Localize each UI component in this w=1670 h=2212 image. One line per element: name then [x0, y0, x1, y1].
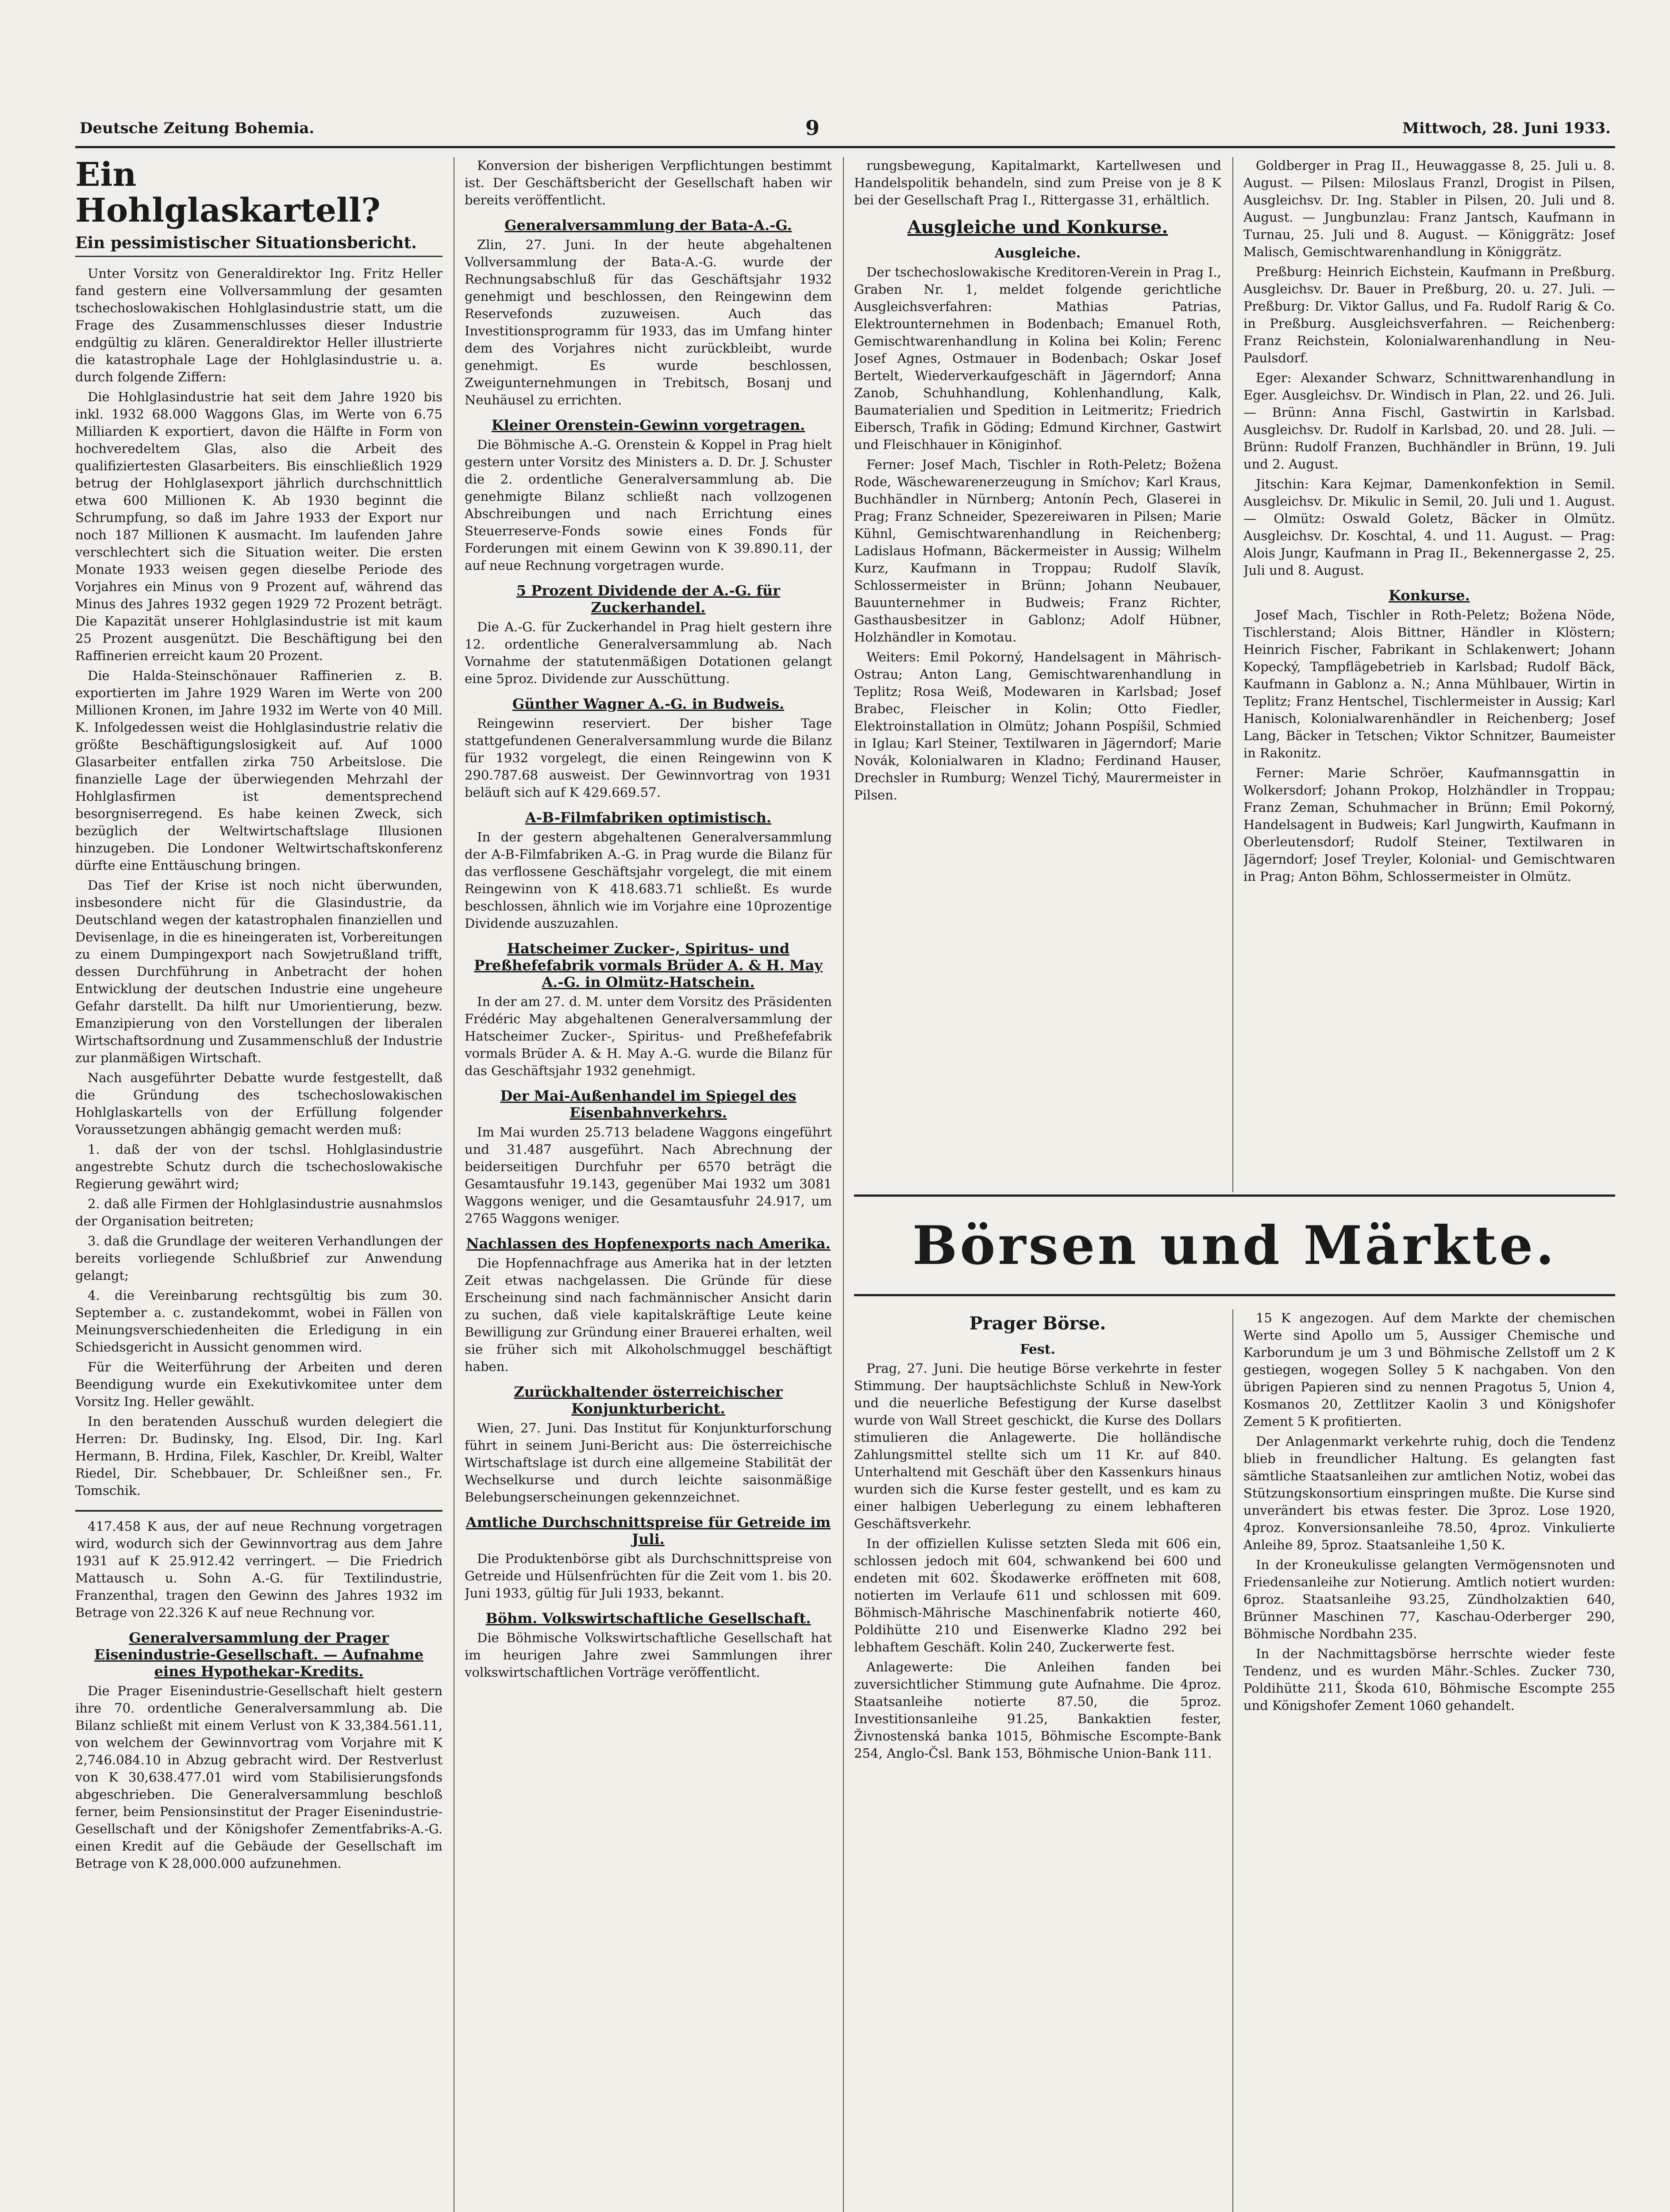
paragraph: Wien, 27. Juni. Das Institut für Konjunkturforschung führt in seinem Juni-Bericht aus: Die österreichische Wirtschaftslage ist durch eine allgemeine Stabilität der Wechselkurse und durch leichte saisonmäßige Belebungserscheinungen gekennzeichnet. — [465, 1421, 832, 1505]
section-divider — [75, 1510, 443, 1512]
issue-date: Mittwoch, 28. Juni 1933. — [1402, 119, 1611, 137]
paragraph: Die Böhmische Volkswirtschaftliche Gesellschaft hat im heurigen Jahre zwei Sammlungen ihrer volkswirtschaftlichen Vorträge veröffentlicht. — [465, 1630, 832, 1680]
paragraph: In der gestern abgehaltenen Generalversammlung der A-B-Filmfabriken A.-G. in Prag wurde die Bilanz für das verflossene Geschäftsjahr vorgelegt, die mit einem Reingewinn von K 418.683.71 schließt. Es wurde beschlossen, ähnlich wie im Vorjahre eine 10prozentige Dividende auszuzahlen. — [465, 830, 832, 931]
paragraph: Im Mai wurden 25.713 beladene Waggons eingeführt und 31.487 ausgeführt. Nach Abrechnung der beiderseitigen Durchfuhr per 6570 beträgt die Gesamtausfuhr 19.143, gegenüber Mai 1932 um 3081 Waggons weniger, und die Gesamtausfuhr 24.917, um 2765 Waggons weniger. — [465, 1125, 832, 1226]
section-title: Hatscheimer Zucker-, Spiritus- und Preßhefefabrik vormals Brüder A. & H. May A.-G. in Olmütz-Hatschein. — [474, 940, 823, 991]
article-headline: Ein Hohlglaskartell? — [75, 157, 381, 230]
paragraph: Der tschechoslowakische Kreditoren-Verein in Prag I., Graben Nr. 1, meldet folgende gerichtliche Ausgleichsverfahren: Mathias Patrias, Elektrounternehmen in Bodenbach; Emanuel Roth, Gemischtwarenhandlung in Kolina bei Kolin; Ferenc Josef Agnes, Ostmauer in Bodenbach; Oskar Josef Bertelt, Wiederverkaufgeschäft in Jägerndorf; Anna Zanob, Schuhhandlung, Kohlenhandlung, Kalk, Baumaterialien und Spedition in Leitmeritz; Friedrich Eibersch, Trafik in Göding; Edmund Kirchner, Gastwirt und Fleischhauer in Königinhof. — [854, 265, 1221, 452]
column-3-lower — [854, 1310, 1221, 2212]
markets-banner — [854, 1194, 1615, 1296]
paragraph: Josef Mach, Tischler in Roth-Peletz; Božena Nöde, Tischlerstand; Alois Bittner, Händler in Klöstern; Heinrich Fischer, Fabrikant in Schlakenwert; Johann Kopecký, Tampflägebetrieb in Karlsbad; Rudolf Bäck, Kaufmann in Gablonz a. N.; Anna Mühlbauer, Wirtin in Teplitz; Franz Hentschel, Tischlermeister in Aussig; Karl Hanisch, Kolonialwarenhändler in Reichenberg; Josef Lang, Bäcker in Tetschen; Viktor Schnitzer, Baumeister in Rakonitz. — [1243, 607, 1615, 760]
paragraph: In der Nachmittagsbörse herrschte wieder feste Tendenz, und es wurden Mähr.-Schles. Zucker 730, Poldihütte 211, Škoda 610, Böhmische Escompte 255 und Königshofer Zement 1060 gehandelt. — [1243, 1646, 1615, 1713]
paragraph: In der offiziellen Kulisse setzten Sleda mit 606 ein, schlossen jedoch mit 604, schwankend bei 600 und endeten mit 602. Škodawerke eröffneten mit 608, notierten im Verlaufe 611 und schlossen mit 609. Böhmisch-Mährische Maschinenfabrik notierte 460, Poldihütte 210 und Eisenwerke Kladno 292 bei lebhaftem Geschäft. Kolin 240, Zuckerwerte fest. — [854, 1536, 1221, 1655]
paragraph: Unter Vorsitz von Generaldirektor Ing. Fritz Heller fand gestern eine Vollversammlung der gesamten tschechoslowakischen Hohlglasindustrie statt, um die Frage des Zusammenschlusses dieser Industrie endgültig zu klären. Generaldirektor Heller illustrierte die katastrophale Lage der Hohlglasindustrie u. a. durch folgende Ziffern: — [75, 265, 443, 384]
section-title: Amtliche Durchschnittspreise für Getreide im Juli. — [466, 1514, 831, 1548]
paragraph: Konversion der bisherigen Verpflichtungen bestimmt ist. Der Geschäftsbericht der Gesellschaft haben wir bereits veröffentlicht. — [465, 158, 832, 207]
paragraph: Zlin, 27. Juni. In der heute abgehaltenen Vollversammlung der Bata-A.-G. wurde der Rechnungsabschluß für das Geschäftsjahr 1932 genehmigt und beschlossen, den Reingewinn dem Reservefonds zuzuweisen. Auch das Investitionsprogramm für 1933, das im Umfang hinter dem des Vorjahres nicht zurückbleibt, wurde genehmigt. Es wurde beschlossen, Zweigunternehmungen in Trebitsch, Bosanj und Neuhäusel zu errichten. — [465, 237, 832, 407]
article-subhead: Ein pessimistischer Situationsbericht. — [75, 234, 443, 257]
newspaper-page — [75, 115, 1615, 2212]
paragraph: 2. daß alle Firmen der Hohlglasindustrie ausnahmslos der Organisation beitreten; — [75, 1196, 443, 1229]
paragraph: Die Hopfennachfrage aus Amerika hat in der letzten Zeit etwas nachgelassen. Die Gründe für diese Erscheinung sind nach fachmännischer Ansicht darin zu suchen, daß viele kapitalskräftige Leute keine Bewilligung zur Gründung einer Brauerei erhalten, weil sie früher sich mit Alkoholschmuggel beschäftigt haben. — [465, 1256, 832, 1374]
section-title: 5 Prozent Dividende der A.-G. für Zuckerhandel. — [516, 582, 781, 616]
paragraph: In der am 27. d. M. unter dem Vorsitz des Präsidenten Frédéric May abgehaltenen Generalversammlung der Hatscheimer Zucker-, Spiritus- und Preßhefefabrik vormals Brüder A. & H. May A.-G. wurde die Bilanz für das Geschäftsjahr 1932 genehmigt. — [465, 994, 832, 1078]
page-number: 9 — [805, 116, 820, 140]
column-rule — [843, 157, 844, 2212]
paragraph: 15 K angezogen. Auf dem Markte der chemischen Werte sind Apollo um 5, Aussiger Chemische und Karborundum je um 3 und Böhmische Zellstoff um 2 K gestiegen, wogegen Solley 5 K nachgaben. Von den übrigen Papieren sind zu nennen Pragotus 5, Union 4, Kosmanos 20, Zettlitzer Kaolin 3 und Königshofer Zement 5 K profitierten. — [1243, 1310, 1615, 1429]
column-4-lower — [1243, 1310, 1615, 2212]
section-title: Konkurse. — [1389, 587, 1470, 604]
section-title: Generalversammlung der Prager Eisenindustrie-Gesellschaft. — Aufnahme eines Hypothekar-Kredits. — [94, 1629, 423, 1680]
paragraph: Anlagewerte: Die Anleihen fanden bei zuversichtlicher Stimmung gute Aufnahme. Die 4proz. Staatsanleihe notierte 87.50, die 5proz. Investitionsanleihe 91.25, Bankaktien fester, Živnostenská banka 1015, Böhmische Escompte-Bank 254, Anglo-Čsl. Bank 153, Böhmische Union-Bank 111. — [854, 1659, 1221, 1761]
section-title: Nachlassen des Hopfenexports nach Amerika. — [466, 1235, 831, 1252]
paragraph: Nach ausgeführter Debatte wurde festgestellt, daß die Gründung des tschechoslowakischen Hohlglaskartells von der Erfüllung folgender Voraussetzungen abhängig gemacht werden muß: — [75, 1070, 443, 1137]
section-title: A-B-Filmfabriken optimistisch. — [525, 809, 772, 826]
paragraph: Jitschin: Kara Kejmar, Damenkonfektion in Semil. Ausgleichsv. Dr. Mikulic in Semil, 20. Juli und 1. August. — Olmütz: Oswald Goletz, Bäcker in Olmütz. Ausgleichsv. Dr. Koschtal, 4. und 11. August. — Prag: Alois Jungr, Kaufmann in Prag II., Bekennergasse 2, 25. Juli und 8. August. — [1243, 476, 1615, 578]
section-title: Ausgleiche und Konkurse. — [907, 217, 1168, 238]
paragraph: Die Halda-Steinschönauer Raffinerien z. B. exportierten im Jahre 1929 Waren im Werte von 200 Millionen Kronen, im Jahre 1932 im Werte von 40 Mill. K. Infolgedessen weist die Hohlglasindustrie relativ die größte Beschäftigungslosigkeit auf. Auf 1000 Glasarbeiter entfallen zirka 750 Arbeitslose. Die finanzielle Lage der überwiegenden Mehrzahl der Hohlglasfirmen ist dementsprechend besorgniserregend. Es habe keinen Zweck, sich bezüglich der Weltwirtschaftslage Illusionen hinzugeben. Die Londoner Weltwirtschaftskonferenz dürfte eine Enttäuschung bringen. — [75, 668, 443, 873]
paragraph: Die Böhmische A.-G. Orenstein & Koppel in Prag hielt gestern unter Vorsitz des Ministers a. D. Dr. J. Schuster die 2. ordentliche Generalversammlung ab. Die genehmigte Bilanz schließt nach vollzogenen Abschreibungen und nach Errichtung eines Steuerreserve-Fonds sowie eines Fonds für Forderungen mit einem Gewinn von K 39.890.11, der auf neue Rechnung vorgetragen wurde. — [465, 437, 832, 573]
section-title: Generalversammlung der Bata-A.-G. — [504, 217, 792, 234]
section-title: Der Mai-Außenhandel im Spiegel des Eisenbahnverkehrs. — [500, 1087, 797, 1121]
paragraph: Für die Weiterführung der Arbeiten und deren Beendigung wurde ein Exekutivkomitee unter dem Vorsitz Ing. Heller gewählt. — [75, 1359, 443, 1409]
market-tendency: Fest. — [1020, 1342, 1055, 1357]
paragraph: Eger: Alexander Schwarz, Schnittwarenhandlung in Eger. Ausgleichsv. Dr. Windisch in Plan, 22. und 26. Juli. — Brünn: Anna Fischl, Gastwirtin in Karlsbad. Ausgleichsv. Dr. Rudolf in Karlsbad, 20. und 28. Juli. — Brünn: Rudolf Franzen, Buchhändler in Brünn, 19. Juli und 2. August. — [1243, 370, 1615, 472]
column-3 — [854, 157, 1221, 1210]
newspaper-name: Deutsche Zeitung Bohemia. — [80, 119, 315, 137]
paragraph: Weiters: Emil Pokorný, Handelsagent in Mährisch-Ostrau; Anton Lang, Gemischtwarenhandlung in Teplitz; Rosa Weiß, Modewaren in Karlsbad; Josef Brabec, Fleischer in Kolin; Otto Fiedler, Elektroinstallation in Olmütz; Johann Pospíšil, Schmied in Iglau; Karl Steiner, Textilwaren in Jägerndorf; Marie Novák, Kolonialwaren in Kladno; Ferdinand Hauser, Drechsler in Rumburg; Wenzel Tichý, Maurermeister in Pilsen. — [854, 649, 1221, 803]
section-title: Zurückhaltender österreichischer Konjunkturbericht. — [514, 1383, 783, 1417]
paragraph: 3. daß die Grundlage der weiteren Verhandlungen der bereits vorliegende Schlußbrief zur Anwendung gelangt; — [75, 1233, 443, 1283]
paragraph: Ferner: Marie Schröer, Kaufmannsgattin in Wolkersdorf; Johann Prokop, Holzhändler in Troppau; Franz Zeman, Schuhmacher in Brünn; Emil Pokorný, Handelsagent in Budweis; Karl Jungwirth, Kaufmann in Oberleutensdorf; Rudolf Steiner, Textilwaren in Jägerndorf; Josef Treyler, Kolonial- und Gemischtwaren in Prag; Anton Böhm, Schlossermeister in Olmütz. — [1243, 765, 1615, 884]
section-subtitle: Ausgleiche. — [994, 246, 1081, 261]
paragraph: Das Tief der Krise ist noch nicht überwunden, insbesondere nicht für die Glasindustrie, da Deutschland wegen der katastrophalen finanziellen und Devisenlage, in die es hineingeraten ist, Vorbereitungen zu einem Dumpingexport nach Sowjetrußland trifft, dessen Durchführung in Anbetracht der hohen Entwicklung der deutschen Industrie eine ungeheure Gefahr darstellt. Da hilft nur Umorientierung, bezw. Emanzipierung von den Vorstellungen der liberalen Wirtschaftsordnung und Zusammenschluß der Industrie zur planmäßigen Wirtschaft. — [75, 877, 443, 1065]
page-header — [75, 115, 1615, 148]
paragraph: Die Hohlglasindustrie hat seit dem Jahre 1920 bis inkl. 1932 68.000 Waggons Glas, im Werte von 6.75 Milliarden K exportiert, davon die Hälfte in Form von hochveredeltem Glas, also die Arbeit des qualifiziertesten Glasarbeiters. Bis einschließlich 1929 betrug der Hohlglasexport jährlich durchschnittlich etwa 600 Millionen K. Ab 1930 beginnt die Schrumpfung, so daß im Jahre 1933 der Export nur noch 187 Millionen K ausmacht. Im laufenden Jahre verschlechtert sich die Situation weiter. Die ersten Monate 1933 weisen gegen dieselbe Periode des Vorjahres ein Minus von 9 Prozent auf, während das Minus des Jahres 1932 gegen 1929 72 Prozent beträgt. Die Kapazität unserer Hohlglasindustrie ist mit kaum 25 Prozent ausgenützt. Die Beschäftigung bei den Raffinerien erreicht kaum 20 Prozent. — [75, 389, 443, 663]
paragraph: 417.458 K aus, der auf neue Rechnung vorgetragen wird, wodurch sich der Gewinnvortrag aus dem Jahre 1931 auf K 25.912.42 verringert. — Die Friedrich Mattausch u. Sohn A.-G. für Textilindustrie, Franzenthal, tragen den Gewinn des Jahres 1932 im Betrage von 22.326 K auf neue Rechnung vor. — [75, 1518, 443, 1620]
paragraph: In den beratenden Ausschuß wurden delegiert die Herren: Dr. Budinsky, Ing. Elsod, Dir. Ing. Karl Hermann, B. Hrdina, Filek, Kaschler, Dr. Kreibl, Walter Riedel, Dir. Schebbauer, Dr. Schleißner sen., Fr. Tomschik. — [75, 1413, 443, 1498]
column-rule — [1232, 1310, 1233, 2212]
paragraph: Die Produktenbörse gibt als Durchschnittspreise von Getreide und Hülsenfrüchten für die Zeit vom 1. bis 20. Juni 1933, gültig für Juli 1933, bekannt. — [465, 1551, 832, 1601]
section-title: Kleiner Orenstein-Gewinn vorgetragen. — [491, 417, 805, 434]
paragraph: Preßburg: Heinrich Eichstein, Kaufmann in Preßburg. Ausgleichsv. Dr. Bauer in Preßburg, 20. u. 27. Juli. — Preßburg: Dr. Viktor Gallus, und Fa. Rudolf Rarig & Co. in Preßburg. Ausgleichsverfahren. — Reichenberg: Franz Reichstein, Kolonialwarenhandlung in Neu-Paulsdorf. — [1243, 264, 1615, 365]
paragraph: In der Kroneukulisse gelangten Vermögensnoten und Friedensanleihe zur Notierung. Amtlich notiert wurden: 6proz. Staatsanleihe 93.25, Zündholzaktien 640, Brünner Maschinen 77, Kaschau-Oderberger 290, Böhmische Nordbahn 235. — [1243, 1557, 1615, 1641]
paragraph: Reingewinn reserviert. Der bisher Tage stattgefundenen Generalversammlung wurde die Bilanz für 1932 vorgelegt, die einen Reingewinn von K 290.787.68 ausweist. Der Gewinnvortrag von 1931 beläuft sich auf K 429.669.57. — [465, 716, 832, 800]
paragraph: Die Prager Eisenindustrie-Gesellschaft hielt gestern ihre 70. ordentliche Generalversammlung ab. Die Bilanz schließt mit einem Verlust von K 33,384.561.11, von welchem der Gewinnvortrag vom Vorjahre mit K 2,746.084.10 in Abzug gebracht wird. Der Restverlust von K 30,638.477.01 wird vom Stabilisierungsfonds abgeschrieben. Die Generalversammlung beschloß ferner, beim Pensionsinstitut der Prager Eisenindustrie-Gesellschaft und der Königshofer Zementfabriks-A.-G. einen Kredit auf die Gebäude der Gesellschaft im Betrage von K 28,000.000 aufzunehmen. — [75, 1683, 443, 1871]
paragraph: 1. daß der von der tschsl. Hohlglasindustrie angestrebte Schutz durch die tschechoslowakische Regierung gewährt wird; — [75, 1141, 443, 1191]
column-2 — [465, 157, 832, 2212]
section-title: Böhm. Volkswirtschaftliche Gesellschaft. — [485, 1610, 811, 1627]
column-rule — [1232, 157, 1233, 1192]
paragraph: Der Anlagenmarkt verkehrte ruhig, doch die Tendenz blieb in freundlicher Haltung. Es gelangten fast sämtliche Staatsanleihen zur amtlichen Notiz, wobei das Stützungskonsortium einspringen mußte. Die Kurse sind unverändert bis etwas fester. Die 3proz. Lose 1920, 4proz. Konversionsanleihe 78.50, 4proz. Vinkulierte Anleihe 89, 5proz. Staatsanleihe 1,50 K. — [1243, 1434, 1615, 1552]
paragraph: Die A.-G. für Zuckerhandel in Prag hielt gestern ihre 12. ordentliche Generalversammlung ab. Nach Vornahme der statutenmäßigen Dotationen gelangt eine 5proz. Dividende zur Ausschüttung. — [465, 619, 832, 686]
section-title: Prager Börse. — [969, 1313, 1106, 1334]
section-title: Günther Wagner A.-G. in Budweis. — [512, 695, 785, 712]
paragraph: rungsbewegung, Kapitalmarkt, Kartellwesen und Handelspolitik behandeln, sind zum Preise von je 8 K bei der Gesellschaft Prag I., Rittergasse 31, erhältlich. — [854, 158, 1221, 207]
paragraph: Goldberger in Prag II., Heuwaggasse 8, 25. Juli u. 8. August. — Pilsen: Miloslaus Franzl, Drogist in Pilsen, Ausgleichsv. Dr. Ing. Stabler in Pilsen, 20. Juli und 8. August. — Jungbunzlau: Franz Jantsch, Kaufmann in Turnau, 25. Juli und 8. August. — Königgrätz: Josef Malisch, Gemischtwarenhandlung in Königgrätz. — [1243, 158, 1615, 259]
column-1 — [75, 157, 443, 2212]
paragraph: Ferner: Josef Mach, Tischler in Roth-Peletz; Božena Rode, Wäschewarenerzeugung in Smíchov; Karl Kraus, Buchhändler in Nürnberg; Antonín Pech, Glaserei in Prag; Franz Schneider, Spezereiwaren in Pilsen; Marie Kühnl, Gemischtwarenhandlung in Reichenberg; Ladislaus Hofmann, Bäckermeister in Aussig; Wilhelm Kurz, Kaufmann in Troppau; Rudolf Slavík, Schlossermeister in Brünn; Johann Neubauer, Bauunternehmer in Budweis; Franz Richter, Gasthausbesitzer in Gablonz; Adolf Hübner, Holzhändler in Komotau. — [854, 457, 1221, 645]
paragraph: 4. die Vereinbarung rechtsgültig bis zum 30. September a. c. zustandekommt, wobei in Fällen von Meinungsverschiedenheiten die Erledigung in ein Schiedsgericht in Aussicht genommen wird. — [75, 1287, 443, 1355]
banner-title: Börsen und Märkte. — [912, 1214, 1557, 1277]
column-4 — [1243, 157, 1615, 1210]
paragraph: Prag, 27. Juni. Die heutige Börse verkehrte in fester Stimmung. Der hauptsächlichste Schluß in New-York und die neuerliche Befestigung der Kurse daselbst wurde von Wall Street geschickt, die Kurse des Dollars stimulieren die Anlagewerte. Die holländische Zahlungsmittel stellte sich um 11 Kr. auf 840. Unterhaltend mit Geschäft über den Kassenkurs hinaus wurden sich die Kurse fester gestellt, und es kam zu einer halbigen Ueberlegung zu einem lebhafteren Geschäftsverkehr. — [854, 1361, 1221, 1531]
